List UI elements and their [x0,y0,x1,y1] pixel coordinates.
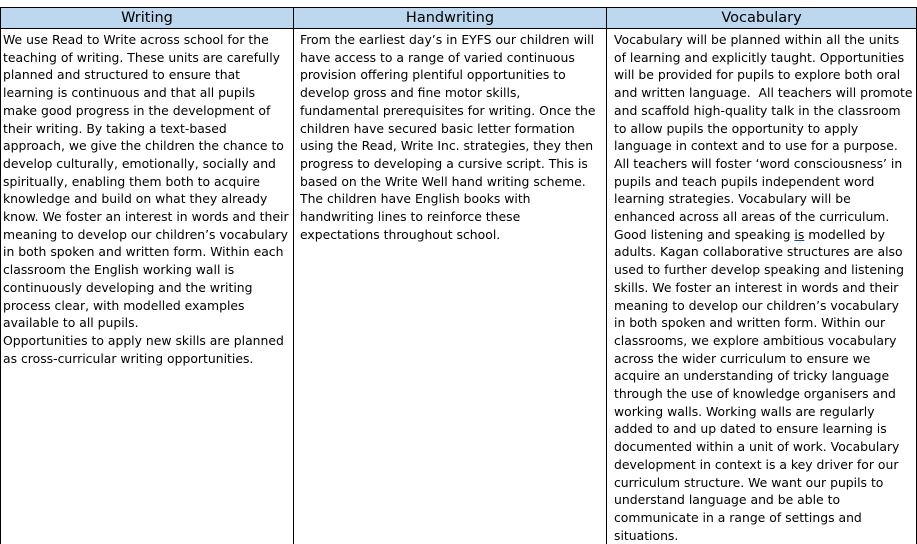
vocabulary-text-after: modelled by adults. Kagan collaborative structures are also used to further develop speaking and listening skills. We foster an interest in words and their meaning to develop our children’s vocabulary in both spoken and written form. Within our classrooms, we explore ambitious vocabulary across the wider curriculum to ensure we acquire an understanding of tricky language through the use of knowledge organisers and working walls. Working walls are regularly added to and up dated to ensure learning is documented within a unit of work. Vocabulary development in context is a key driver for our curriculum structure. We want our pupils to understand language and be able to communicate in a range of settings and situations. [614,227,908,543]
header-writing: Writing [1,8,294,29]
writing-paragraph-1: We use Read to Write across school for the teaching of writing. These units are carefully planned and structured to ensure that learning is continuous and that all pupils make good progress in the development of their writing. By taking a text-based approach, we give the children the chance to develop culturally, emotionally, socially and spiritually, enabling them both to acquire knowledge and build on what they already know. We foster an interest in words and their meaning to develop our children’s vocabulary in both spoken and written form. Within each classroom the English working wall is continuously developing and the writing process clear, with modelled examples available to all pupils. [3,31,290,332]
vocabulary-underlined-word: is [794,227,804,242]
handwriting-paragraph-1: From the earliest day’s in EYFS our children will have access to a range of varied continuous provision offering plentiful opportunities to develop gross and fine motor skills, fundamental prerequisites for writing. Once the children have secured basic letter formation using the Read, Write Inc. strategies, they then progress to developing a cursive script. This is based on the Write Well hand writing scheme. The children have English books with handwriting lines to reinforce these expectations throughout school. [300,31,602,243]
content-row [1,29,917,544]
header-handwriting: Handwriting [294,8,607,29]
vocabulary-paragraph [614,31,913,544]
writing-paragraph-2: Opportunities to apply new skills are planned as cross-curricular writing opportunities. [3,332,290,367]
vocabulary-text-before: Vocabulary will be planned within all the units of learning and explicitly taught. Opportunities will be provided for pupils to explore both oral and written language. All teachers will promote and scaffold high-quality talk in the classroom to allow pupils the opportunity to apply language in context and to use for a purpose. All teachers will foster ‘word consciousness’ in pupils and teach pupils independent word learning strategies. Vocabulary will be enhanced across all areas of the curriculum. Good listening and speaking [614,32,916,242]
curriculum-table [0,7,917,544]
header-row [1,8,917,29]
writing-cell [1,29,294,544]
header-vocabulary: Vocabulary [607,8,917,29]
handwriting-cell [294,29,607,544]
vocabulary-cell [607,29,917,544]
